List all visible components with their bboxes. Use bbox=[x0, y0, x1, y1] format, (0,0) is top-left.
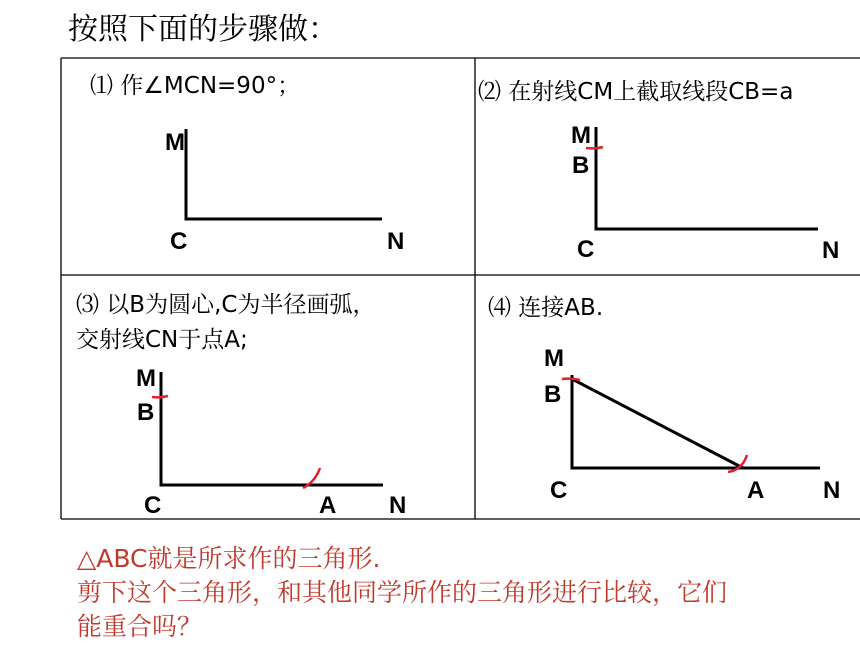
figure-3-arc bbox=[152, 372, 383, 488]
label-c: C bbox=[144, 492, 162, 519]
label-b: B bbox=[572, 152, 590, 179]
figure-2-segment-cb bbox=[586, 127, 818, 229]
step-2-text: ⑵ 在射线CM上截取线段CB=a bbox=[478, 79, 794, 105]
label-n: N bbox=[387, 228, 405, 255]
step-3-text-line2: 交射线CN于点A; bbox=[76, 327, 248, 353]
label-c: C bbox=[170, 228, 188, 255]
figure-4-triangle bbox=[562, 375, 820, 472]
step-1-text: ⑴ 作∠MCN=90°； bbox=[90, 73, 301, 99]
label-m: M bbox=[136, 365, 156, 392]
step-4-text: ⑷ 连接AB. bbox=[488, 295, 604, 321]
label-b: B bbox=[544, 381, 562, 408]
arc-mark-b bbox=[152, 396, 168, 397]
arc-mark-b bbox=[562, 379, 580, 380]
label-m: M bbox=[571, 122, 591, 149]
label-a: A bbox=[747, 477, 765, 504]
label-c: C bbox=[550, 477, 568, 504]
page-title: 按照下面的步骤做： bbox=[68, 12, 338, 47]
label-c: C bbox=[577, 236, 595, 263]
label-m: M bbox=[165, 129, 185, 156]
conclusion-line-3: 能重合吗？ bbox=[77, 612, 203, 641]
label-n: N bbox=[823, 477, 841, 504]
label-a: A bbox=[319, 492, 337, 519]
segment-ab bbox=[572, 379, 743, 468]
label-b: B bbox=[137, 399, 155, 426]
conclusion-line-1: △ABC就是所求作的三角形. bbox=[77, 544, 381, 573]
step-3-text-line1: ⑶ 以B为圆心,C为半径画弧， bbox=[76, 292, 376, 318]
label-n: N bbox=[822, 237, 840, 264]
conclusion-line-2: 剪下这个三角形，和其他同学所作的三角形进行比较，它们 bbox=[77, 578, 728, 607]
label-m: M bbox=[544, 345, 564, 372]
figure-1-right-angle bbox=[186, 129, 382, 219]
label-n: N bbox=[389, 492, 407, 519]
